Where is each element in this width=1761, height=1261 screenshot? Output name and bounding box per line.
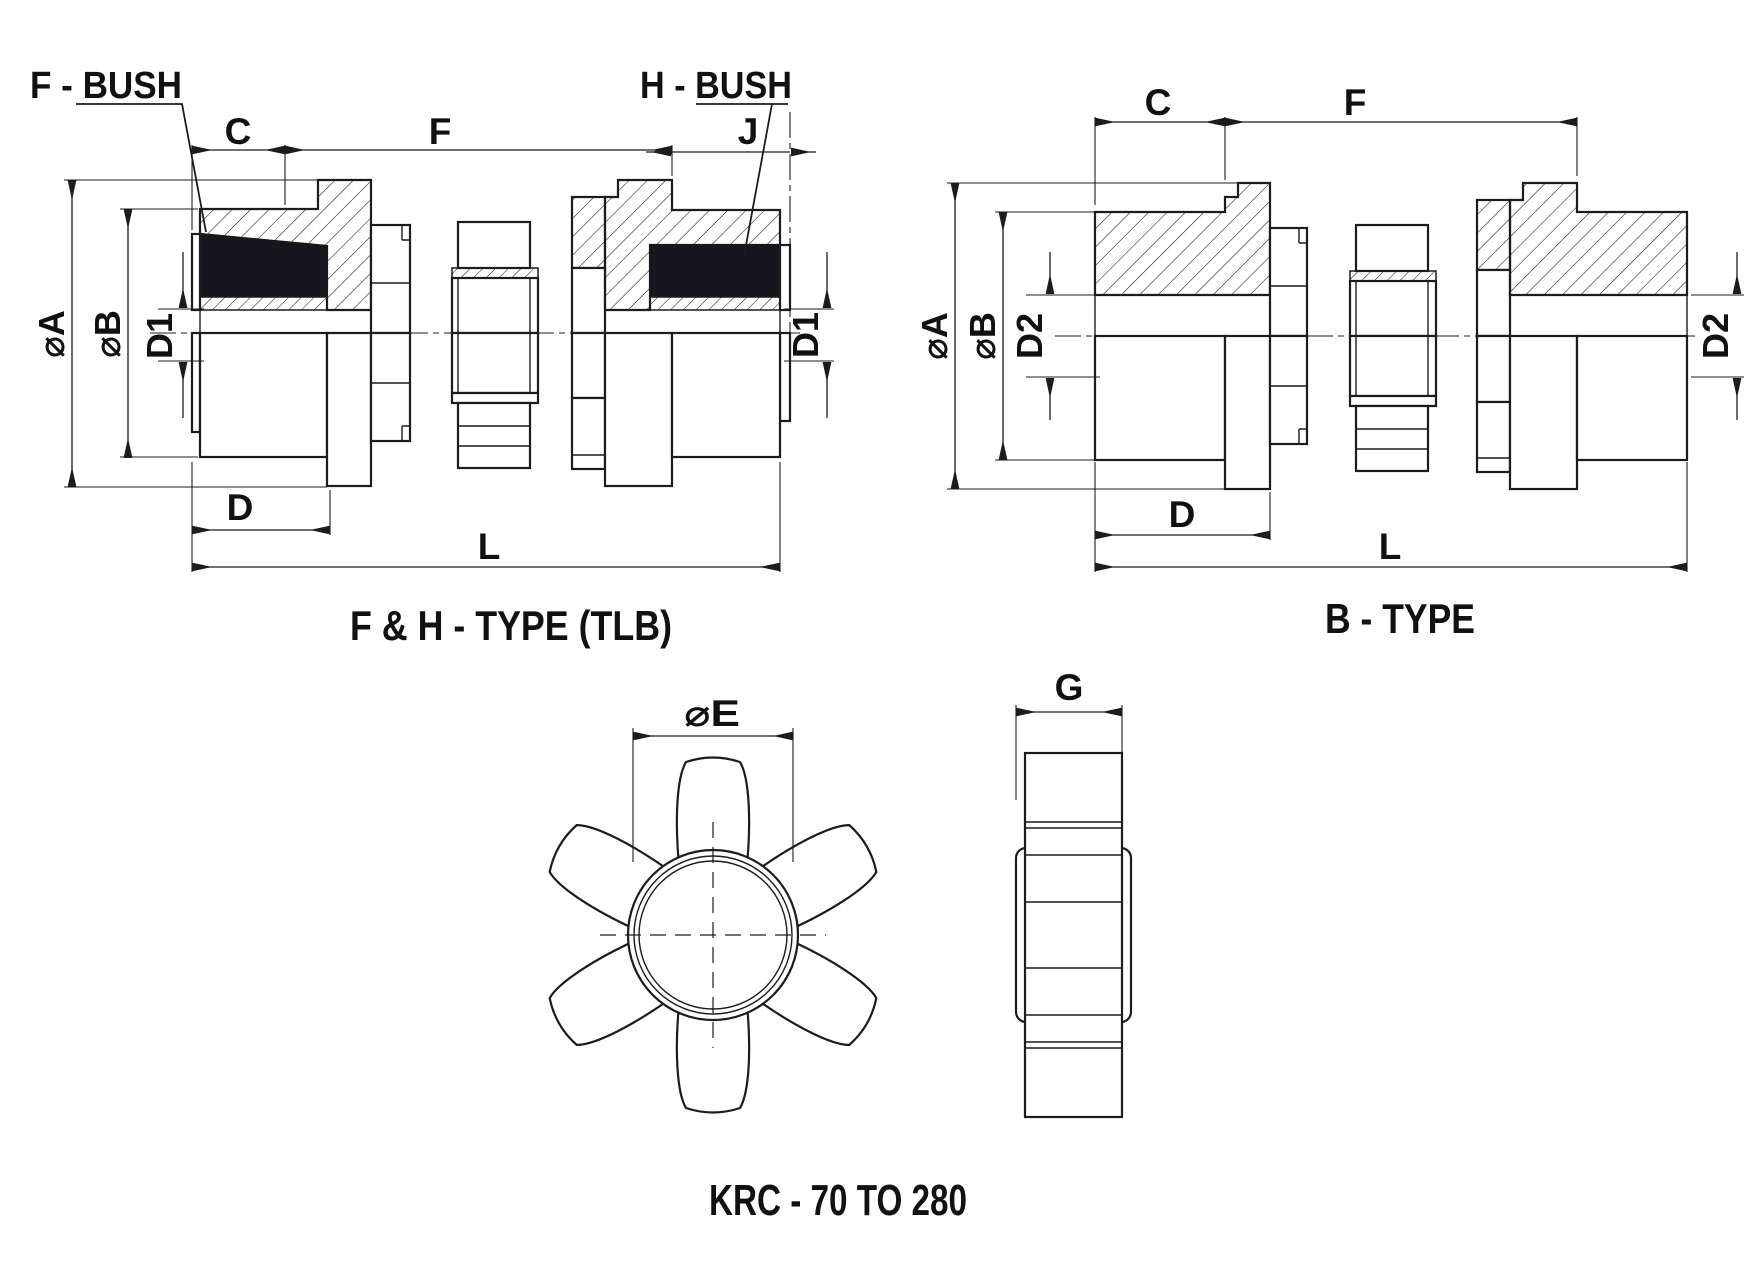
f-bush-bore-strip [200,297,327,310]
spider-body-upper [452,278,538,333]
b-spider-section [1350,225,1436,471]
b-dim-label-f: F [1343,82,1367,123]
f-bush-leader-line [76,104,206,232]
fh-left-hub [192,180,410,486]
b-caption: B - TYPE [1325,595,1475,642]
b-dim-label-dia-a: ⌀A [914,312,955,360]
right-hub-jaw-window-upper [572,268,605,333]
f-bush-flange-upper [192,234,200,310]
spider-web-band-upper [452,268,538,278]
b-right-hub-jaw-lower [1477,402,1510,472]
b-spider-web-band-upper [1350,271,1436,281]
b-left-hub-section [1095,183,1270,295]
fh-dim-label-c: C [224,111,252,152]
h-bush-callout: H - BUSH [640,65,792,107]
left-hub-body-external [200,333,327,457]
fh-right-hub [572,180,790,486]
fh-dim-label-d1-right: D1 [785,311,826,359]
b-right-hub-jaw-window-upper [1477,270,1510,336]
spider-side-body [1025,753,1122,1117]
spider-views [541,667,1131,1225]
spider-dim-label-g: G [1054,667,1084,708]
h-bush-flange-upper [780,245,790,310]
spider-title: KRC - 70 TO 280 [709,1176,967,1225]
b-left-hub-flange-external [1225,336,1270,489]
h-bush-bore-strip [650,297,780,310]
spider-side-view [1016,667,1131,1117]
right-hub-jaw-lower [572,398,605,469]
b-right-hub-section [1510,183,1687,295]
left-hub-flange-external [327,333,371,486]
b-dim-label-d2-right: D2 [1695,312,1736,360]
right-hub-flange-external [605,333,672,486]
spider-web-band-lower [452,393,538,403]
b-left-hub-jaw-upper [1270,228,1307,336]
fh-caption: F & H - TYPE (TLB) [350,602,672,649]
h-bush-section [650,245,780,297]
fh-dim-label-l: L [477,526,501,567]
b-right-hub [1477,183,1687,489]
left-hub-jaw-upper [371,225,410,333]
spider-body-lower [452,333,538,393]
fh-spider-section [452,222,538,468]
b-dim-label-d2-left: D2 [1009,312,1050,360]
fh-dim-label-dia-a: ⌀A [31,310,72,358]
fh-dim-label-d: D [226,487,254,528]
b-right-hub-jaw-window-lower [1477,336,1510,402]
b-left-hub-jaw-lower [1270,336,1307,444]
fh-dim-label-j: J [737,111,759,152]
spider-lobe-lower [458,403,530,468]
b-left-hub [1095,183,1307,489]
fh-dim-label-dia-b: ⌀B [87,310,128,358]
b-right-hub-jaw-section [1477,200,1510,270]
b-dim-label-l: L [1378,526,1402,567]
right-hub-body-external [672,333,780,457]
fh-dim-label-f: F [428,111,452,152]
f-bush-callout: F - BUSH [30,65,182,107]
b-dim-label-dia-b: ⌀B [962,312,1003,360]
fh-dim-label-d1-left: D1 [139,312,180,360]
b-spider-body-upper [1350,281,1436,336]
b-type-drawing [914,82,1744,642]
b-right-hub-flange-external [1510,336,1577,489]
b-spider-web-band-lower [1350,396,1436,406]
f-bush-flange-lower [192,333,200,432]
b-spider-lobe-upper [1356,225,1428,271]
left-hub-jaw-lower [371,333,410,441]
b-dim-label-d: D [1168,494,1196,535]
fh-type-drawing [30,65,834,649]
right-hub-bore-edges [605,310,780,333]
spider-lobe-upper [458,222,530,268]
left-hub-bore-edges [200,310,371,333]
spider-front-view [541,693,885,1113]
b-spider-lobe-lower [1356,406,1428,471]
b-left-hub-bore-edges [1095,295,1270,336]
b-dim-label-c: C [1144,82,1172,123]
b-spider-body-lower [1350,336,1436,396]
b-left-hub-body-external [1095,336,1225,460]
right-hub-jaw-section [572,197,605,268]
right-hub-jaw-window-lower [572,333,605,398]
b-right-hub-body-external [1577,336,1687,460]
spider-dim-label-dia-e: ⌀E [684,693,740,734]
